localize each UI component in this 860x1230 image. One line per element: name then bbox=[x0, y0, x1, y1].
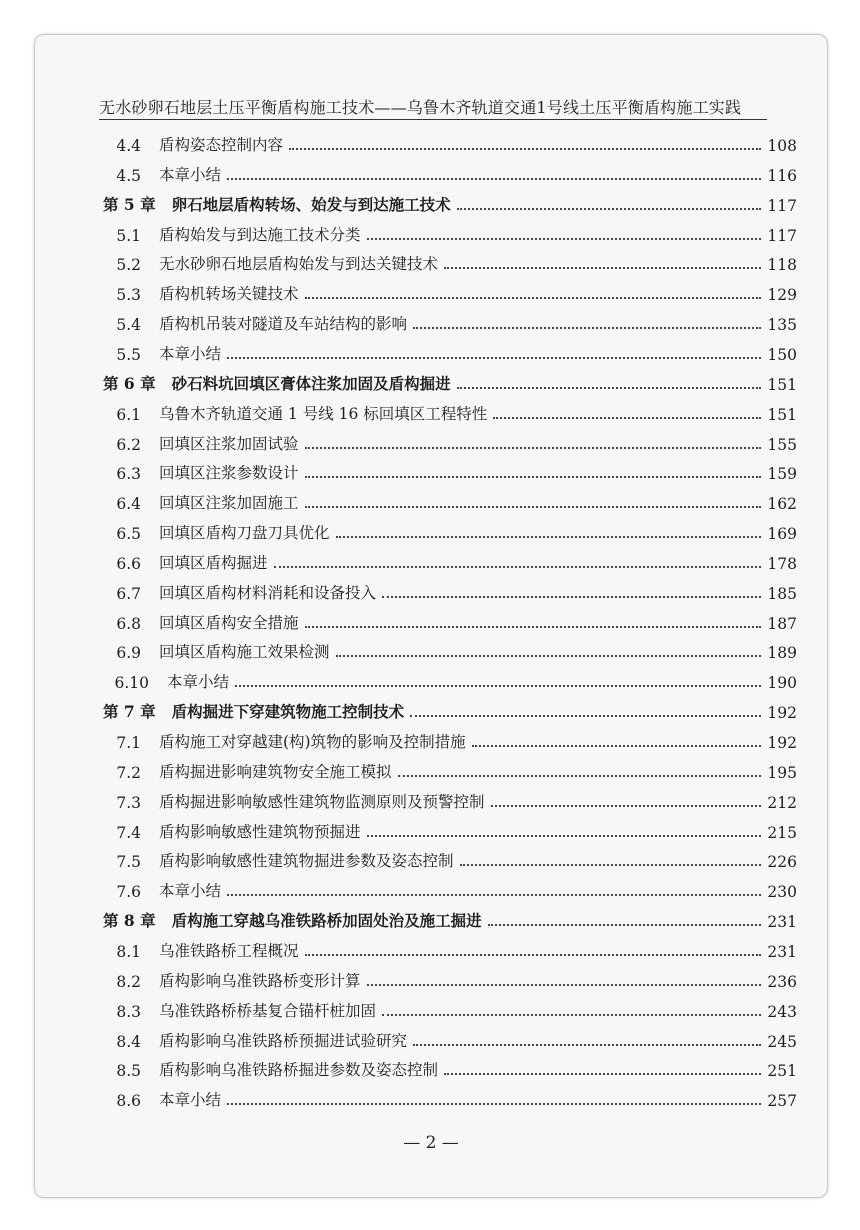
toc-entry-title: 盾构影响敏感性建筑物预掘进 bbox=[159, 822, 361, 841]
toc-entry-title: 无水砂卵石地层盾构始发与到达关键技术 bbox=[159, 255, 439, 274]
toc-section-entry bbox=[101, 215, 797, 245]
toc-section-entry bbox=[101, 841, 797, 871]
toc-entry-number: 8.4 bbox=[116, 1032, 141, 1051]
toc-leader-dots bbox=[491, 805, 761, 807]
toc-entry-number: 7.4 bbox=[116, 823, 141, 842]
toc-page-number: 178 bbox=[767, 554, 797, 573]
toc-entry-number: 5.5 bbox=[116, 345, 141, 364]
toc-page-number: 192 bbox=[767, 704, 797, 723]
toc-leader-dots bbox=[227, 178, 761, 180]
toc-section-entry bbox=[101, 573, 797, 603]
toc-entry-number: 5.2 bbox=[116, 256, 141, 275]
toc-entry-number: 6.2 bbox=[116, 435, 141, 454]
toc-section-entry bbox=[101, 1050, 797, 1080]
toc-leader-dots bbox=[413, 1044, 761, 1046]
toc-chapter-entry bbox=[103, 692, 797, 722]
toc-entry-title: 回填区盾构施工效果检测 bbox=[159, 643, 330, 662]
toc-page-number: 226 bbox=[767, 853, 797, 872]
toc-section-entry bbox=[101, 483, 797, 513]
toc-entry-title: 回填区注浆参数设计 bbox=[159, 464, 299, 483]
header-rule bbox=[99, 119, 767, 120]
toc-page-number: 215 bbox=[767, 823, 797, 842]
toc-page-number: 129 bbox=[767, 286, 797, 305]
toc-leader-dots bbox=[305, 297, 761, 299]
toc-page-number: 151 bbox=[767, 405, 797, 424]
toc-section-entry bbox=[101, 632, 797, 662]
toc-entry-number: 5.4 bbox=[116, 316, 141, 335]
toc-entry-number: 5.1 bbox=[116, 226, 141, 245]
toc-section-entry bbox=[101, 812, 797, 842]
toc-section-entry bbox=[101, 125, 797, 155]
toc-leader-dots bbox=[472, 745, 761, 747]
toc-entry-title: 盾构施工穿越乌准铁路桥加固处治及施工掘进 bbox=[171, 911, 482, 931]
toc-leader-dots bbox=[274, 566, 761, 568]
toc-leader-dots bbox=[305, 506, 761, 508]
toc-entry-title: 本章小结 bbox=[159, 1091, 222, 1110]
toc-entry-title: 本章小结 bbox=[159, 882, 222, 901]
toc-entry-number: 6.8 bbox=[116, 614, 141, 633]
toc-page-number: 192 bbox=[767, 734, 797, 752]
toc-entry-number: 4.5 bbox=[116, 166, 141, 185]
toc-entry-title: 砂石料坑回填区膏体注浆加固及盾构掘进 bbox=[171, 373, 451, 393]
toc-entry-title: 盾构影响乌准铁路桥预掘进试验研究 bbox=[159, 1031, 408, 1050]
toc-leader-dots bbox=[382, 596, 761, 598]
toc-entry-title: 盾构始发与到达施工技术分类 bbox=[159, 225, 361, 244]
toc-entry-title: 本章小结 bbox=[159, 165, 222, 184]
toc-section-entry bbox=[101, 961, 797, 991]
running-header: 无水砂卵石地层土压平衡盾构施工技术——乌鲁木齐轨道交通1号线土压平衡盾构施工实践 bbox=[99, 98, 742, 117]
toc-page-number: 118 bbox=[767, 256, 797, 275]
toc-leader-dots bbox=[367, 835, 761, 837]
toc-page-number: 245 bbox=[767, 1032, 797, 1051]
toc-section-entry bbox=[101, 453, 797, 483]
toc-leader-dots bbox=[305, 626, 761, 628]
toc-entry-title: 乌鲁木齐轨道交通 1 号线 16 标回填区工程特性 bbox=[159, 404, 488, 423]
toc-leader-dots bbox=[457, 387, 761, 389]
toc-page-number: 162 bbox=[767, 495, 797, 514]
toc-entry-number: 5.3 bbox=[116, 286, 141, 305]
toc-entry-title: 回填区盾构刀盘刀具优化 bbox=[159, 524, 330, 543]
toc-leader-dots bbox=[227, 894, 761, 896]
toc-leader-dots bbox=[493, 417, 761, 419]
toc-page-number: 185 bbox=[767, 584, 797, 603]
toc-leader-dots bbox=[367, 984, 761, 986]
toc-entry-number: 7.2 bbox=[116, 763, 141, 782]
toc-entry-number: 8.5 bbox=[116, 1062, 141, 1081]
toc-entry-number: 8.2 bbox=[116, 972, 141, 991]
toc-section-entry bbox=[101, 991, 797, 1021]
toc-page-number: 212 bbox=[767, 793, 797, 812]
toc-page-number: 169 bbox=[767, 525, 797, 544]
toc-page-number: 231 bbox=[767, 913, 797, 932]
toc-leader-dots bbox=[444, 1073, 761, 1075]
toc-entry-title: 乌准铁路桥桥基复合锚杆桩加固 bbox=[159, 1001, 377, 1020]
toc-entry-number: 7.1 bbox=[116, 734, 141, 752]
toc-section-entry bbox=[101, 931, 797, 961]
toc-leader-dots bbox=[444, 267, 761, 269]
toc-leader-dots bbox=[367, 238, 761, 240]
toc-entry-number: 6.3 bbox=[116, 465, 141, 484]
toc-entry-title: 盾构掘进下穿建筑物施工控制技术 bbox=[171, 702, 405, 722]
toc-section-entry bbox=[101, 782, 797, 812]
toc-entry-title: 回填区盾构掘进 bbox=[159, 553, 268, 572]
toc-entry-number: 7.3 bbox=[116, 793, 141, 812]
toc-leader-dots bbox=[410, 715, 761, 717]
toc-leader-dots bbox=[460, 864, 761, 866]
toc-entry-title: 回填区注浆加固施工 bbox=[159, 494, 299, 513]
toc-leader-dots bbox=[488, 924, 761, 926]
toc-leader-dots bbox=[336, 655, 761, 657]
toc-leader-dots bbox=[305, 476, 761, 478]
toc-entry-title: 卵石地层盾构转场、始发与到达施工技术 bbox=[171, 194, 451, 214]
toc-page-number: 150 bbox=[767, 345, 797, 364]
toc-leader-dots bbox=[227, 357, 761, 359]
toc-section-entry bbox=[101, 244, 797, 274]
toc-leader-dots bbox=[289, 148, 761, 150]
toc-leader-dots bbox=[305, 954, 761, 956]
toc-page-number: 187 bbox=[767, 614, 797, 633]
toc-leader-dots bbox=[413, 327, 761, 329]
toc-section-entry bbox=[101, 513, 797, 543]
toc-entry-number: 7.5 bbox=[116, 853, 141, 872]
toc-leader-dots bbox=[336, 536, 761, 538]
toc-section-entry bbox=[101, 722, 797, 752]
toc-entry-number: 8.6 bbox=[116, 1092, 141, 1111]
toc-leader-dots bbox=[227, 1103, 761, 1105]
toc-entry-title: 盾构掘进影响建筑物安全施工模拟 bbox=[159, 762, 392, 781]
toc-entry-number: 7.6 bbox=[116, 883, 141, 902]
toc-page-number: 236 bbox=[767, 972, 797, 991]
book-page bbox=[34, 34, 828, 1198]
toc-entry-title: 回填区盾构材料消耗和设备投入 bbox=[159, 583, 377, 602]
toc-entry-title: 本章小结 bbox=[159, 344, 222, 363]
toc-page-number: 151 bbox=[767, 375, 797, 394]
toc-section-entry bbox=[101, 424, 797, 454]
toc-chapter-entry bbox=[103, 901, 797, 931]
toc-entry-number: 6.5 bbox=[116, 525, 141, 544]
toc-page-number: 230 bbox=[767, 883, 797, 902]
toc-section-entry bbox=[101, 871, 797, 901]
toc-entry-number: 6.6 bbox=[116, 554, 141, 573]
toc-page-number: 251 bbox=[767, 1062, 797, 1081]
toc-entry-number: 8.1 bbox=[116, 942, 141, 961]
toc-entry-title: 盾构姿态控制内容 bbox=[159, 136, 284, 154]
toc-section-entry bbox=[101, 155, 797, 185]
toc-page-number: 243 bbox=[767, 1002, 797, 1021]
toc-entry-title: 回填区注浆加固试验 bbox=[159, 434, 299, 453]
toc-page-number: 231 bbox=[767, 942, 797, 961]
toc-chapter-entry bbox=[103, 185, 797, 215]
toc-page-number: 190 bbox=[767, 674, 797, 693]
toc-leader-dots bbox=[235, 685, 761, 687]
toc-entry-title: 本章小结 bbox=[167, 673, 230, 692]
toc-entry-number: 6.4 bbox=[116, 495, 141, 514]
toc-entry-title: 盾构机吊装对隧道及车站结构的影响 bbox=[159, 315, 408, 334]
toc-leader-dots bbox=[382, 1014, 761, 1016]
toc-page-number: 257 bbox=[767, 1092, 797, 1111]
toc-entry-number: 第 5 章 bbox=[103, 194, 156, 214]
toc-entry-number: 8.3 bbox=[116, 1002, 141, 1021]
toc-page-number: 195 bbox=[767, 763, 797, 782]
toc-entry-number: 第 6 章 bbox=[103, 373, 156, 393]
toc-section-entry bbox=[101, 543, 797, 573]
toc-section-entry bbox=[109, 662, 797, 692]
toc-page-number: 116 bbox=[767, 166, 797, 185]
toc-section-entry bbox=[101, 274, 797, 304]
toc-entry-number: 6.7 bbox=[116, 584, 141, 603]
toc-entry-title: 盾构施工对穿越建(构)筑物的影响及控制措施 bbox=[159, 733, 466, 751]
toc-entry-number: 6.10 bbox=[114, 674, 149, 693]
toc-entry-title: 回填区盾构安全措施 bbox=[159, 613, 299, 632]
toc-section-entry bbox=[101, 394, 797, 424]
toc-section-entry bbox=[101, 603, 797, 633]
toc-page-number: 189 bbox=[767, 644, 797, 663]
toc-page-number: 155 bbox=[767, 435, 797, 454]
toc-section-entry bbox=[101, 752, 797, 782]
toc-section-entry bbox=[101, 1021, 797, 1051]
toc-entry-number: 第 7 章 bbox=[103, 702, 156, 722]
toc-section-entry bbox=[101, 304, 797, 334]
toc-chapter-entry bbox=[103, 364, 797, 394]
toc-leader-dots bbox=[457, 208, 761, 210]
toc-page-number: 108 bbox=[767, 137, 797, 155]
toc-page-number: 159 bbox=[767, 465, 797, 484]
toc-entry-title: 盾构影响敏感性建筑物掘进参数及姿态控制 bbox=[159, 852, 454, 871]
toc-entry-title: 盾构掘进影响敏感性建筑物监测原则及预警控制 bbox=[159, 792, 485, 811]
toc-leader-dots bbox=[305, 447, 761, 449]
toc-entry-number: 第 8 章 bbox=[103, 911, 156, 931]
toc-entry-number: 4.4 bbox=[116, 137, 141, 155]
toc-entry-title: 盾构机转场关键技术 bbox=[159, 285, 299, 304]
toc-page-number: 117 bbox=[767, 226, 797, 245]
toc-section-entry bbox=[101, 334, 797, 364]
toc-page-number: 117 bbox=[767, 196, 797, 215]
toc-leader-dots bbox=[398, 775, 761, 777]
toc-page-number: 135 bbox=[767, 316, 797, 335]
toc-entry-number: 6.1 bbox=[116, 405, 141, 424]
toc-section-entry bbox=[101, 1080, 797, 1110]
toc-entry-title: 乌准铁路桥工程概况 bbox=[159, 941, 299, 960]
toc-entry-title: 盾构影响乌准铁路桥变形计算 bbox=[159, 971, 361, 990]
page-number: — 2 — bbox=[403, 1133, 459, 1153]
toc-entry-title: 盾构影响乌准铁路桥掘进参数及姿态控制 bbox=[159, 1061, 439, 1080]
toc-entry-number: 6.9 bbox=[116, 644, 141, 663]
